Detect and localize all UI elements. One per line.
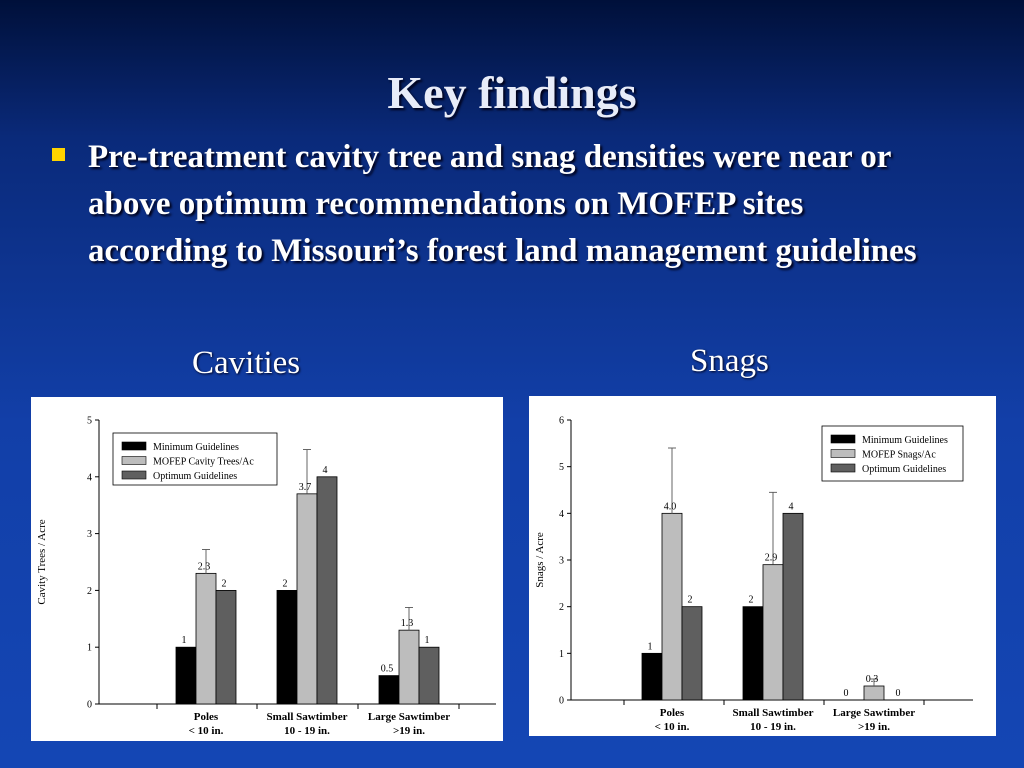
cavities-chart-panel	[31, 397, 503, 741]
data-label: 1	[181, 635, 187, 647]
x-category-sublabel: 10 - 19 in.	[284, 725, 330, 737]
x-category-sublabel: >19 in.	[858, 721, 890, 733]
y-axis-title: Snags / Acre	[534, 532, 546, 588]
x-category-label: Small Sawtimber	[266, 711, 348, 723]
bar-mofep	[196, 573, 216, 704]
legend-label: MOFEP Cavity Trees/Ac	[153, 456, 254, 468]
bar-minimum	[176, 647, 196, 704]
legend-label: Optimum Guidelines	[862, 464, 947, 475]
data-label: 2.3	[197, 561, 211, 573]
y-tick-label: 2	[87, 585, 92, 597]
bar-optimum	[783, 513, 803, 700]
x-category-sublabel: < 10 in.	[188, 725, 224, 737]
snags-chart-heading: Snags	[690, 343, 769, 379]
y-tick-label: 0	[87, 699, 92, 711]
x-category-label: Small Sawtimber	[732, 707, 814, 719]
bar-optimum	[419, 647, 439, 704]
data-label: 4	[322, 464, 328, 476]
y-tick-label: 6	[559, 415, 564, 427]
bar-minimum	[379, 676, 399, 704]
legend-swatch	[831, 450, 855, 458]
y-tick-label: 2	[559, 602, 564, 614]
data-label: 0.3	[865, 674, 879, 685]
y-tick-label: 0	[559, 695, 564, 707]
legend-label: Minimum Guidelines	[153, 442, 239, 453]
y-tick-label: 5	[559, 462, 564, 474]
data-label: 2.9	[764, 552, 778, 564]
bar-mofep	[763, 565, 783, 700]
data-label: 4.0	[663, 501, 677, 513]
data-label: 0.5	[380, 663, 394, 675]
bar-mofep	[864, 686, 884, 700]
y-tick-label: 4	[87, 472, 92, 484]
data-label: 0	[843, 688, 849, 699]
data-label: 1.3	[400, 618, 414, 630]
data-label: 2	[687, 594, 693, 606]
data-label: 2	[221, 578, 227, 590]
bar-minimum	[642, 653, 662, 700]
x-category-sublabel: 10 - 19 in.	[750, 721, 796, 733]
cavities-bar-chart	[31, 397, 503, 741]
legend-swatch	[122, 442, 146, 450]
x-category-sublabel: >19 in.	[393, 725, 425, 737]
bar-optimum	[216, 590, 236, 704]
data-label: 0	[895, 688, 901, 699]
slide-title: Key findings	[387, 67, 637, 118]
data-label: 1	[647, 641, 653, 653]
snags-chart-panel	[529, 396, 996, 736]
legend-label: Minimum Guidelines	[862, 435, 948, 446]
legend-swatch	[122, 457, 146, 465]
cavities-chart-heading: Cavities	[192, 345, 301, 381]
y-tick-label: 5	[87, 415, 92, 427]
y-tick-label: 3	[87, 529, 92, 541]
legend-swatch	[831, 435, 855, 443]
bar-minimum	[743, 607, 763, 700]
bullet-text: Pre-treatment cavity tree and snag densities were near or above optimum recommendations on MOFEP sites according to Missouri’s forest land management guidelines	[88, 139, 917, 269]
y-tick-label: 1	[87, 642, 92, 654]
bar-mofep	[399, 630, 419, 704]
bar-mofep	[662, 513, 682, 700]
x-category-label: Large Sawtimber	[367, 711, 451, 723]
legend-swatch	[122, 471, 146, 479]
snags-bar-chart	[529, 396, 996, 736]
x-category-sublabel: < 10 in.	[654, 721, 690, 733]
x-category-label: Large Sawtimber	[832, 707, 916, 719]
bar-mofep	[297, 494, 317, 704]
bar-optimum	[317, 477, 337, 704]
legend-swatch	[831, 464, 855, 472]
legend-label: MOFEP Snags/Ac	[862, 449, 936, 461]
data-label: 1	[424, 635, 430, 647]
square-bullet-icon	[52, 148, 65, 161]
data-label: 3.7	[298, 481, 312, 493]
y-tick-label: 3	[559, 555, 564, 567]
bar-minimum	[277, 590, 297, 704]
y-tick-label: 1	[559, 648, 564, 660]
x-category-label: Poles	[659, 707, 685, 719]
legend-label: Optimum Guidelines	[153, 471, 238, 482]
data-label: 2	[282, 578, 288, 590]
y-axis-title: Cavity Trees / Acre	[36, 519, 48, 605]
y-tick-label: 4	[559, 508, 564, 520]
data-label: 2	[748, 594, 754, 606]
data-label: 4	[788, 501, 794, 513]
x-category-label: Poles	[193, 711, 219, 723]
bar-optimum	[682, 607, 702, 700]
